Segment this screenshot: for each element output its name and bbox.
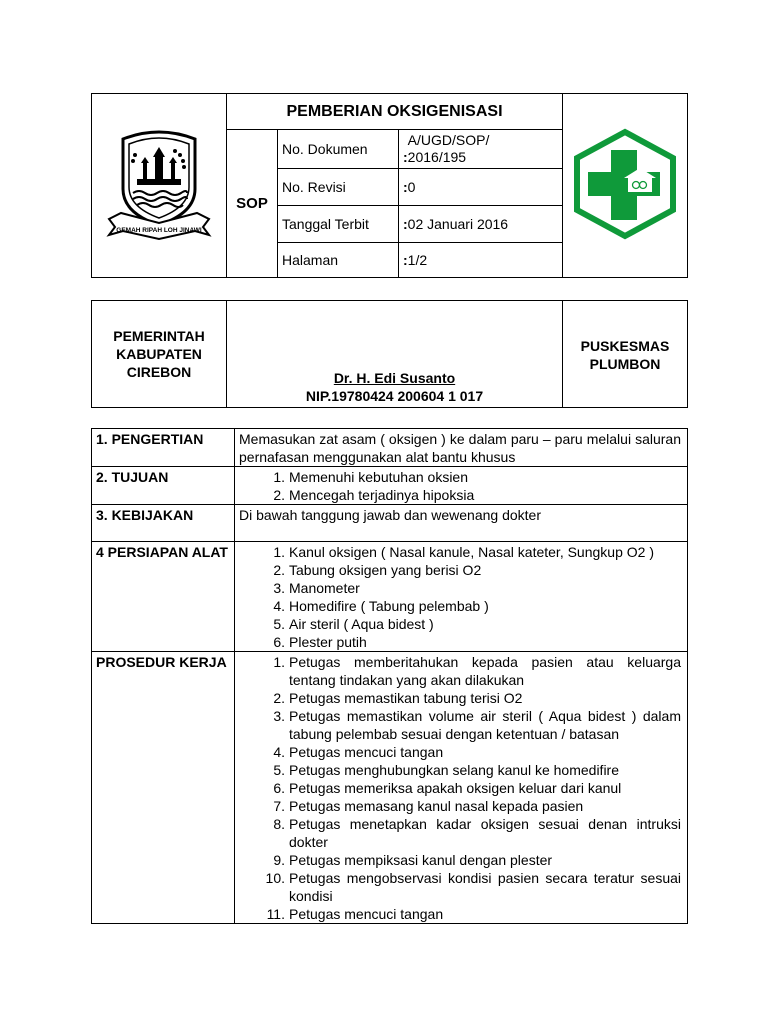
document-title: PEMBERIAN OKSIGENISASI — [227, 94, 563, 130]
signatory-nip: NIP.19780424 200604 1 017 — [305, 388, 484, 404]
list-item: 1. Memenuhi kebutuhan oksien — [273, 469, 469, 485]
prosedur-list — [239, 653, 681, 923]
emblem-motto: GEMAH RIPAH LOH JINAWI — [116, 227, 202, 234]
list-item: 9. Petugas mempiksasi kanul dengan plester — [273, 852, 553, 868]
puskesmas-cross-icon — [570, 128, 680, 240]
left-logo-cell — [92, 94, 227, 278]
meta-value-halaman: :1/2 — [399, 243, 563, 278]
list-item: 1. Petugas memberitahukan kepada pasien atau keluarga tentang tindakan yang akan dilakukan — [273, 654, 681, 688]
meta-label-revisi: No. Revisi — [278, 169, 399, 206]
meta-label-tanggal: Tanggal Terbit — [278, 206, 399, 243]
list-item: 2. Petugas memastikan tabung terisi O2 — [273, 690, 523, 706]
list-item: 5. Air steril ( Aqua bidest ) — [273, 616, 434, 632]
list-item: 2. Tabung oksigen yang berisi O2 — [273, 562, 482, 578]
persiapan-list — [239, 543, 681, 651]
section-text: Memasukan zat asam ( oksigen ) ke dalam paru – paru melalui saluran pernafasan menggunakan alat bantu khusus — [235, 429, 688, 467]
list-item: 3. Petugas memastikan volume air steril ( Aqua bidest ) dalam tabung pelembab sesuai dengan ketentuan / batasan — [273, 708, 681, 742]
tujuan-list — [239, 468, 681, 504]
regency-emblem-icon — [105, 127, 213, 241]
signature-table — [91, 300, 688, 408]
puskesmas-name: PUSKESMAS PLUMBON — [563, 301, 688, 408]
section-prosedur — [92, 652, 688, 924]
list-item: 6. Petugas memeriksa apakah oksigen keluar dari kanul — [273, 780, 622, 796]
list-item: 10. Petugas mengobservasi kondisi pasien secara teratur sesuai kondisi — [265, 870, 681, 904]
signatory — [227, 301, 563, 408]
government-name: PEMERINTAH KABUPATEN CIREBON — [92, 301, 227, 408]
sop-content-table — [91, 428, 688, 924]
sop-label: SOP — [227, 130, 278, 278]
section-label: PROSEDUR KERJA — [92, 652, 235, 924]
list-item: 7. Petugas memasang kanul nasal kepada pasien — [273, 798, 584, 814]
list-item: 4. Petugas mencuci tangan — [273, 744, 444, 760]
list-item: 3. Manometer — [273, 580, 360, 596]
list-item: 11. Petugas mencuci tangan — [266, 906, 444, 922]
meta-value-tanggal: :02 Januari 2016 — [399, 206, 563, 243]
list-item: 6. Plester putih — [273, 634, 367, 650]
section-tujuan — [92, 467, 688, 505]
meta-value-revisi: :0 — [399, 169, 563, 206]
list-item: 4. Homedifire ( Tabung pelembab ) — [273, 598, 489, 614]
section-text: Di bawah tanggung jawab dan wewenang dokter — [235, 505, 688, 542]
meta-value-dokumen: :A/UGD/SOP/ 2016/195 — [399, 130, 563, 169]
meta-label-halaman: Halaman — [278, 243, 399, 278]
section-label: 2. TUJUAN — [92, 467, 235, 505]
list-item: 5. Petugas menghubungkan selang kanul ke homedifire — [273, 762, 620, 778]
section-label: 4 PERSIAPAN ALAT — [92, 542, 235, 652]
section-pengertian — [92, 429, 688, 467]
section-kebijakan — [92, 505, 688, 542]
right-logo-cell — [563, 94, 688, 278]
document-header-table — [91, 93, 688, 278]
meta-label-dokumen: No. Dokumen — [278, 130, 399, 169]
signatory-name: Dr. H. Edi Susanto — [333, 370, 456, 386]
section-persiapan — [92, 542, 688, 652]
section-label: 3. KEBIJAKAN — [92, 505, 235, 542]
list-item: 1. Kanul oksigen ( Nasal kanule, Nasal kateter, Sungkup O2 ) — [273, 544, 654, 560]
list-item: 8. Petugas menetapkan kadar oksigen sesuai denan intruksi dokter — [273, 816, 681, 850]
section-label: 1. PENGERTIAN — [92, 429, 235, 467]
list-item: 2. Mencegah terjadinya hipoksia — [273, 487, 475, 503]
